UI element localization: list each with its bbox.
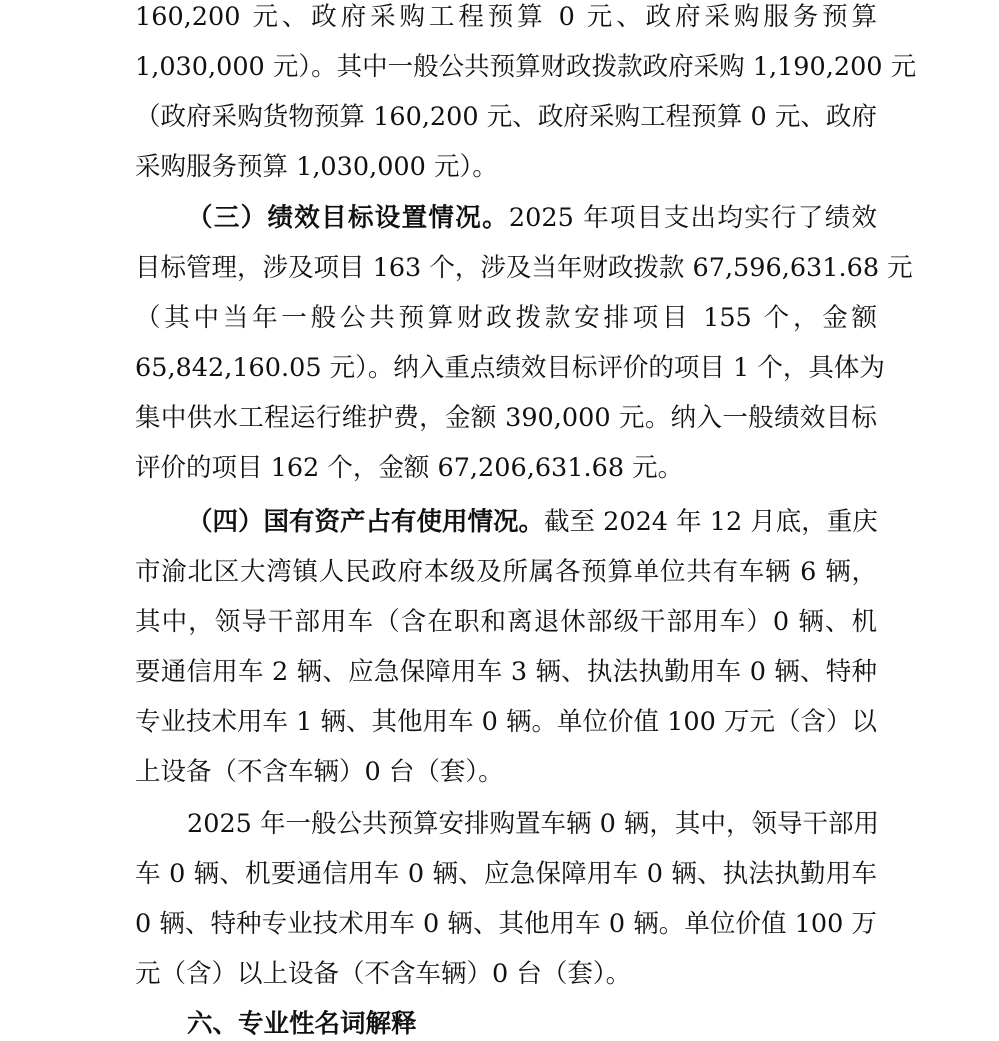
text-line: （其中当年一般公共预算财政拨款安排项目 155 个，金额 <box>135 303 877 333</box>
text-fragment: 截至 2024 年 12 月底，重庆 <box>544 507 878 537</box>
text-fragment: 2025 年项目支出均实行了绩效 <box>508 203 877 233</box>
text-line: 集中供水工程运行维护费，金额 390,000 元。纳入一般绩效目标 <box>135 403 877 433</box>
subsection-heading-performance: （三）绩效目标设置情况。 <box>187 203 509 233</box>
text-line <box>135 201 877 251</box>
text-line: 160,200 元、政府采购工程预算 0 元、政府采购服务预算 <box>135 2 877 32</box>
text-line: 要通信用车 2 辆、应急保障用车 3 辆、执法执勤用车 0 辆、特种 <box>135 657 877 687</box>
paragraph-performance-targets <box>135 201 913 501</box>
subsection-heading-assets: （四）国有资产占有使用情况。 <box>187 507 545 537</box>
paragraph-procurement-budget <box>135 0 917 200</box>
paragraph-vehicle-purchase <box>135 807 877 1007</box>
text-line: 其中，领导干部用车（含在职和离退休部级干部用车）0 辆、机 <box>135 607 877 637</box>
text-line: 1,030,000 元）。其中一般公共预算财政拨款政府采购 1,190,200 元 <box>135 52 917 82</box>
text-line: 目标管理，涉及项目 163 个，涉及当年财政拨款 67,596,631.68 元 <box>135 253 913 283</box>
text-line: （政府采购货物预算 160,200 元、政府采购工程预算 0 元、政府 <box>135 102 877 132</box>
text-line: 采购服务预算 1,030,000 元）。 <box>135 152 498 182</box>
text-line: 评价的项目 162 个，金额 67,206,631.68 元。 <box>135 453 684 483</box>
section-heading: 六、专业性名词解释 <box>187 1009 417 1039</box>
text-line: 专业技术用车 1 辆、其他用车 0 辆。单位价值 100 万元（含）以 <box>135 707 877 737</box>
text-line: 上设备（不含车辆）0 台（套）。 <box>135 757 504 787</box>
text-line: 0 辆、特种专业技术用车 0 辆、其他用车 0 辆。单位价值 100 万 <box>135 909 877 939</box>
paragraph-state-assets <box>135 505 877 805</box>
text-line: 车 0 辆、机要通信用车 0 辆、应急保障用车 0 辆、执法执勤用车 <box>135 859 877 889</box>
text-line: 65,842,160.05 元）。纳入重点绩效目标评价的项目 1 个，具体为 <box>135 353 885 383</box>
text-line <box>135 505 877 555</box>
text-line: 市渝北区大湾镇人民政府本级及所属各预算单位共有车辆 6 辆， <box>135 557 877 587</box>
text-line: 元（含）以上设备（不含车辆）0 台（套）。 <box>135 959 632 989</box>
text-line: 2025 年一般公共预算安排购置车辆 0 辆，其中，领导干部用 <box>187 809 879 839</box>
